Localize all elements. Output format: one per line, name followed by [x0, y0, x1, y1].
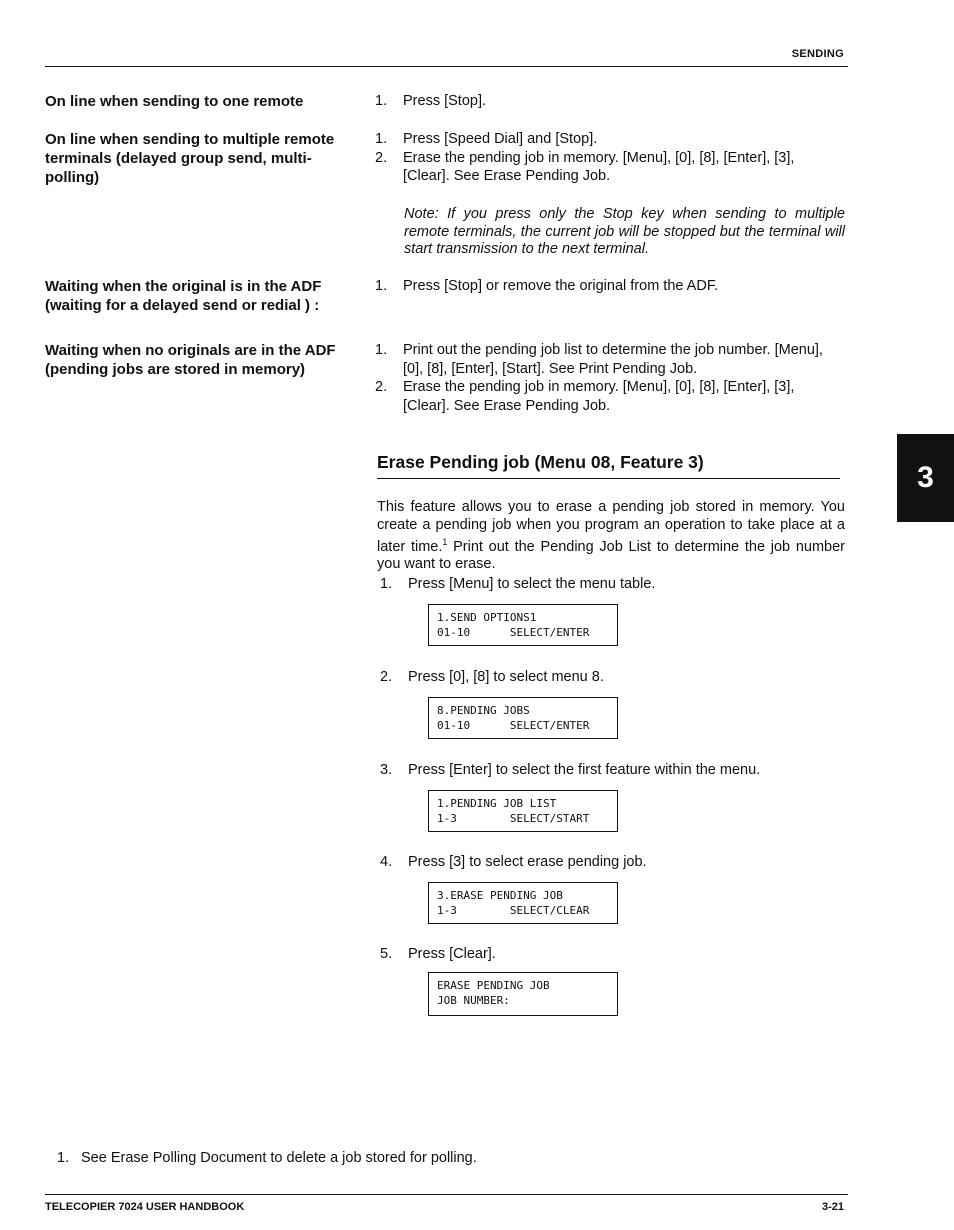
- step-item: 1. Press [Stop].: [375, 93, 487, 109]
- footnote: 1. See Erase Polling Document to delete a job stored for polling.: [57, 1150, 477, 1166]
- step-item: 1. Print out the pending job list to determine the job number. [Menu], [0], [8], [Enter], [Start]. See Print Pending Job.: [375, 342, 823, 377]
- lcd-display: 1.SEND OPTIONS1 01-10 SELECT/ENTER: [428, 604, 618, 646]
- row-label: On line when sending to multiple remote terminals (delayed group send, multi-polling): [45, 131, 335, 186]
- step-item: 2. Erase the pending job in memory. [Menu], [0], [8], [Enter], [3], [Clear]. See Erase Pending Job.: [375, 149, 795, 184]
- lcd-display: ERASE PENDING JOB JOB NUMBER:: [428, 972, 618, 1016]
- step-item: 1. Press [Speed Dial] and [Stop].: [375, 131, 598, 147]
- footer-rule: [45, 1194, 848, 1195]
- section-rule: [377, 478, 840, 479]
- row-steps: [375, 277, 845, 296]
- section-title: Erase Pending job (Menu 08, Feature 3): [377, 452, 704, 472]
- row-label: Waiting when no originals are in the ADF (pending jobs are stored in memory): [45, 342, 336, 378]
- procedure-step: 5. Press [Clear].: [380, 946, 496, 962]
- row-label: On line when sending to one remote: [45, 93, 304, 110]
- footer-title: TELECOPIER 7024 USER HANDBOOK: [45, 1201, 245, 1213]
- row-label: Waiting when the original is in the ADF (waiting for a delayed send or redial ) :: [45, 278, 322, 314]
- row-steps: [375, 130, 845, 186]
- step-item: 2. Erase the pending job in memory. [Menu], [0], [8], [Enter], [3], [Clear]. See Erase Pending Job.: [375, 379, 795, 414]
- procedure-step: 3. Press [Enter] to select the first feature within the menu.: [380, 762, 761, 778]
- note-text: Note: If you press only the Stop key when sending to multiple remote terminals, the current job will be stopped but the terminal will start transmission to the next terminal.: [404, 206, 845, 257]
- procedure-step: 1. Press [Menu] to select the menu table.: [380, 576, 656, 592]
- procedure-step: 4. Press [3] to select erase pending job.: [380, 854, 647, 870]
- lcd-display: 1.PENDING JOB LIST 1-3 SELECT/START: [428, 790, 618, 832]
- lcd-display: 3.ERASE PENDING JOB 1-3 SELECT/CLEAR: [428, 882, 618, 924]
- row-steps: [375, 341, 845, 415]
- intro-paragraph: This feature allows you to erase a pending job stored in memory. You create a pending job when you program an operation to take place at a later time.$^1$ Print out the Pending Job List to determine the job number you want to erase.: [377, 499, 845, 573]
- footnote-ref: 1: [442, 537, 448, 547]
- page-number: 3-21: [821, 1201, 844, 1213]
- chapter-tab: 3: [897, 434, 954, 522]
- header-rule: [45, 66, 848, 67]
- step-item: 1. Press [Stop] or remove the original from the ADF.: [375, 278, 719, 294]
- lcd-display: 8.PENDING JOBS 01-10 SELECT/ENTER: [428, 697, 618, 739]
- procedure-step: 2. Press [0], [8] to select menu 8.: [380, 669, 604, 685]
- running-header: SENDING: [791, 48, 844, 60]
- row-steps: [375, 92, 845, 111]
